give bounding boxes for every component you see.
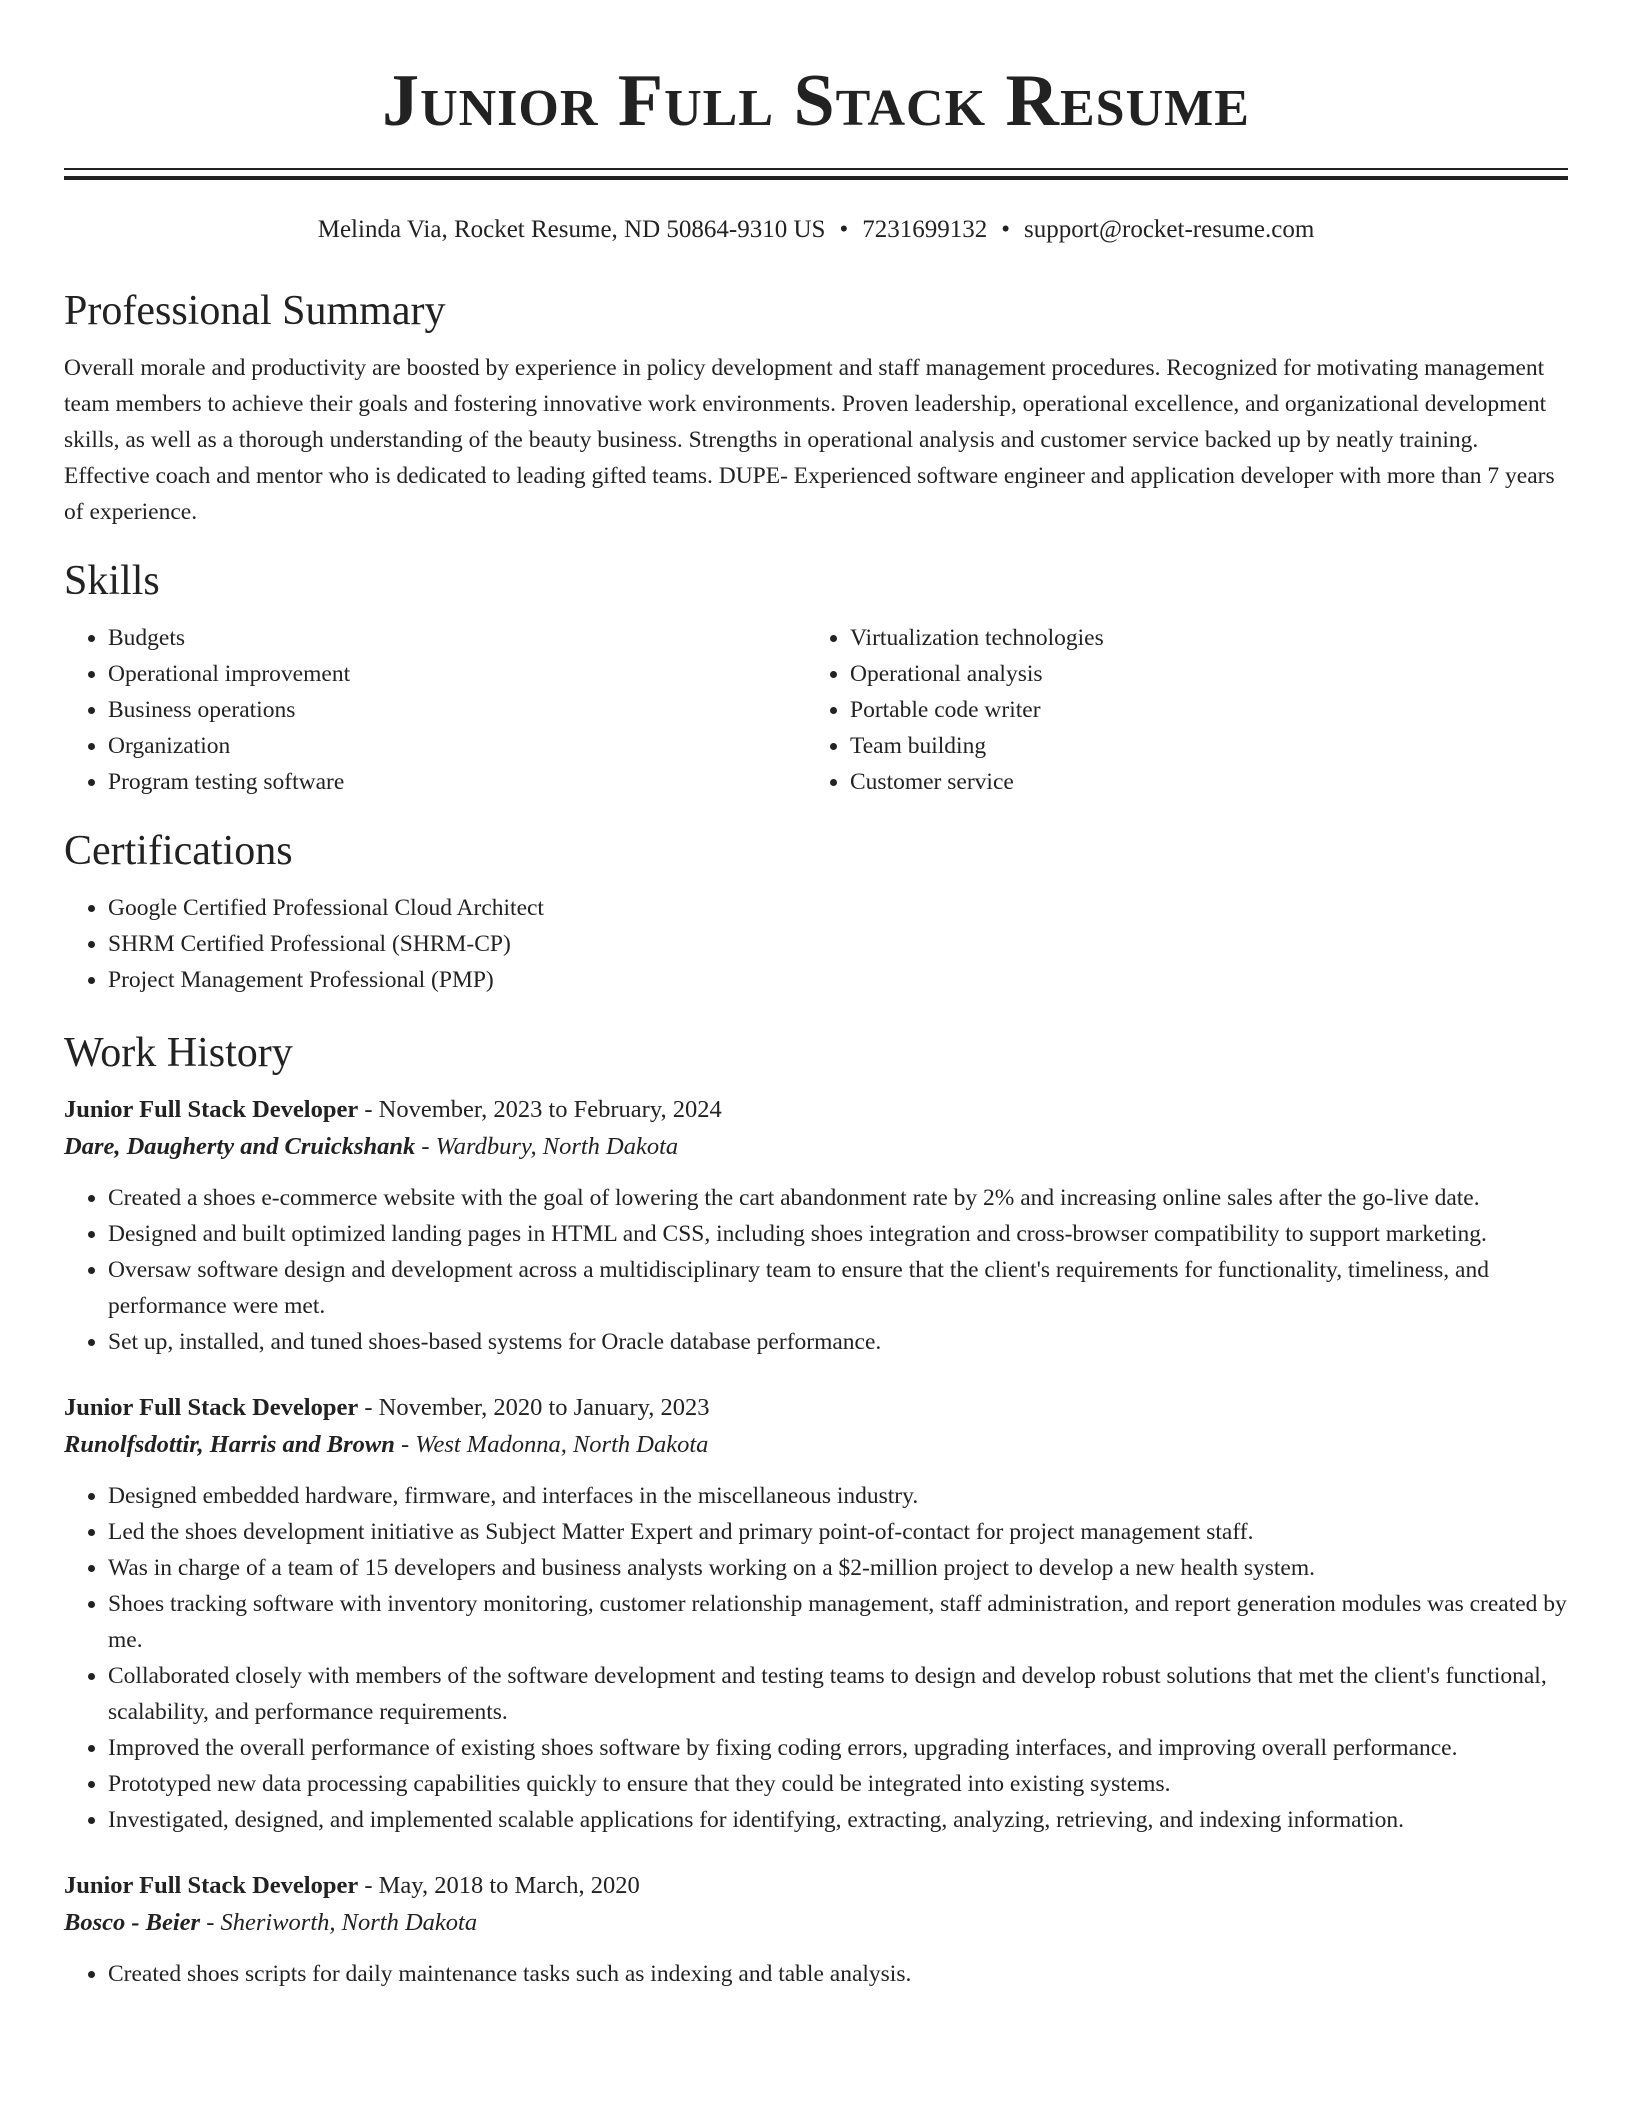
job-bullet: • Prototyped new data processing capabilities quickly to ensure that they could be integrated into existing systems. [108, 1766, 1568, 1802]
job-header [64, 1092, 1568, 1128]
skills-left-list [64, 620, 806, 800]
job-bullet: • Collaborated closely with members of the software development and testing teams to design and develop robust solutions that met the client's functional, scalability, and performance requirements. [108, 1658, 1568, 1730]
job-employer [64, 1904, 1568, 1942]
job-role: Junior Full Stack Developer [64, 1096, 359, 1123]
job-bullet: • Created a shoes e-commerce website with the goal of lowering the cart abandonment rate by 2% and increasing online sales after the go-live date. [108, 1180, 1568, 1216]
job-bullet: • Designed and built optimized landing pages in HTML and CSS, including shoes integration and cross-browser compatibility to support marketing. [108, 1216, 1568, 1252]
job-dates: - November, 2023 to February, 2024 [358, 1096, 722, 1123]
job-bullets [64, 1478, 1568, 1838]
resume-page [64, 0, 1568, 1992]
job-bullet: • Was in charge of a team of 15 developers and business analysts working on a $2-million project to develop a new health system. [108, 1550, 1568, 1586]
summary-section [64, 286, 1568, 530]
skill-item: • Budgets [108, 620, 806, 656]
certifications-list [64, 890, 1568, 998]
job-location: - Sheriworth, North Dakota [200, 1909, 478, 1936]
certifications-section [64, 826, 1568, 998]
skill-item: • Customer service [850, 764, 1548, 800]
job-bullet: • Investigated, designed, and implemented scalable applications for identifying, extracting, analyzing, retrieving, and indexing information. [108, 1802, 1568, 1838]
job-bullet: • Led the shoes development initiative as Subject Matter Expert and primary point-of-contact for project management staff. [108, 1514, 1568, 1550]
work-history-jobs [64, 1092, 1568, 1992]
title-rule-thin [64, 168, 1568, 170]
skills-right-list [806, 620, 1548, 800]
certifications-heading: Certifications [64, 828, 293, 874]
skills-heading: Skills [64, 558, 160, 604]
contact-line [64, 214, 1568, 246]
job-bullet: • Designed embedded hardware, firmware, and interfaces in the miscellaneous industry. [108, 1478, 1568, 1514]
job-entry [64, 1092, 1568, 1360]
job-bullet: • Shoes tracking software with inventory monitoring, customer relationship management, staff administration, and report generation modules was created by me. [108, 1586, 1568, 1658]
job-entry [64, 1390, 1568, 1838]
skill-item: • Business operations [108, 692, 806, 728]
skills-right-column [806, 620, 1548, 800]
job-bullet: • Created shoes scripts for daily maintenance tasks such as indexing and table analysis. [108, 1956, 1568, 1992]
contact-separator: • [1001, 216, 1010, 243]
certification-item: • Google Certified Professional Cloud Architect [108, 890, 1568, 926]
job-role: Junior Full Stack Developer [64, 1394, 359, 1421]
certification-item: • Project Management Professional (PMP) [108, 962, 1568, 998]
skill-item: • Portable code writer [850, 692, 1548, 728]
skill-item: • Team building [850, 728, 1548, 764]
job-bullet: • Set up, installed, and tuned shoes-based systems for Oracle database performance. [108, 1324, 1568, 1360]
resume-title: Junior Full Stack Resume [382, 60, 1250, 142]
job-dates: - November, 2020 to January, 2023 [358, 1394, 710, 1421]
skill-item: • Operational analysis [850, 656, 1548, 692]
job-dates: - May, 2018 to March, 2020 [358, 1872, 640, 1899]
title-rule-thick [64, 176, 1568, 180]
job-company: Dare, Daugherty and Cruickshank [64, 1133, 416, 1160]
job-company: Bosco - Beier [64, 1909, 201, 1936]
certification-item: • SHRM Certified Professional (SHRM-CP) [108, 926, 1568, 962]
job-header [64, 1868, 1568, 1904]
skill-item: • Organization [108, 728, 806, 764]
skill-item: • Virtualization technologies [850, 620, 1548, 656]
job-company: Runolfsdottir, Harris and Brown [64, 1431, 395, 1458]
job-bullets [64, 1180, 1568, 1360]
summary-text: Overall morale and productivity are boosted by experience in policy development and staff management procedures. Recognized for motivating management team members to achieve their goals and fostering innovative work environments. Proven leadership, operational excellence, and organizational development skills, as well as a thorough understanding of the beauty business. Strengths in operational analysis and customer service backed up by neatly training. Effective coach and mentor who is dedicated to leading gifted teams. DUPE- Experienced software engineer and application developer with more than 7 years of experience. [64, 355, 1555, 525]
work-history-section [64, 1028, 1568, 1992]
job-bullet: • Oversaw software design and development across a multidisciplinary team to ensure that the client's requirements for functionality, timeliness, and performance were met. [108, 1252, 1568, 1324]
work-history-heading: Work History [64, 1030, 293, 1076]
skill-item: • Program testing software [108, 764, 806, 800]
job-entry [64, 1868, 1568, 1992]
job-employer [64, 1426, 1568, 1464]
summary-heading: Professional Summary [64, 288, 446, 334]
job-header [64, 1390, 1568, 1426]
skills-columns [64, 620, 1568, 800]
job-employer [64, 1128, 1568, 1166]
contact-address: Melinda Via, Rocket Resume, ND 50864-9310 US [317, 216, 826, 243]
job-bullet: • Improved the overall performance of existing shoes software by fixing coding errors, upgrading interfaces, and improving overall performance. [108, 1730, 1568, 1766]
skills-left-column [64, 620, 806, 800]
contact-separator: • [839, 216, 849, 243]
job-role: Junior Full Stack Developer [64, 1872, 359, 1899]
job-bullets [64, 1956, 1568, 1992]
job-location: - Wardbury, North Dakota [415, 1133, 679, 1160]
job-location: - West Madonna, North Dakota [394, 1431, 709, 1458]
contact-phone: 7231699132 [862, 216, 988, 243]
skills-section [64, 556, 1568, 800]
contact-email: support@rocket-resume.com [1023, 216, 1315, 243]
skill-item: • Operational improvement [108, 656, 806, 692]
